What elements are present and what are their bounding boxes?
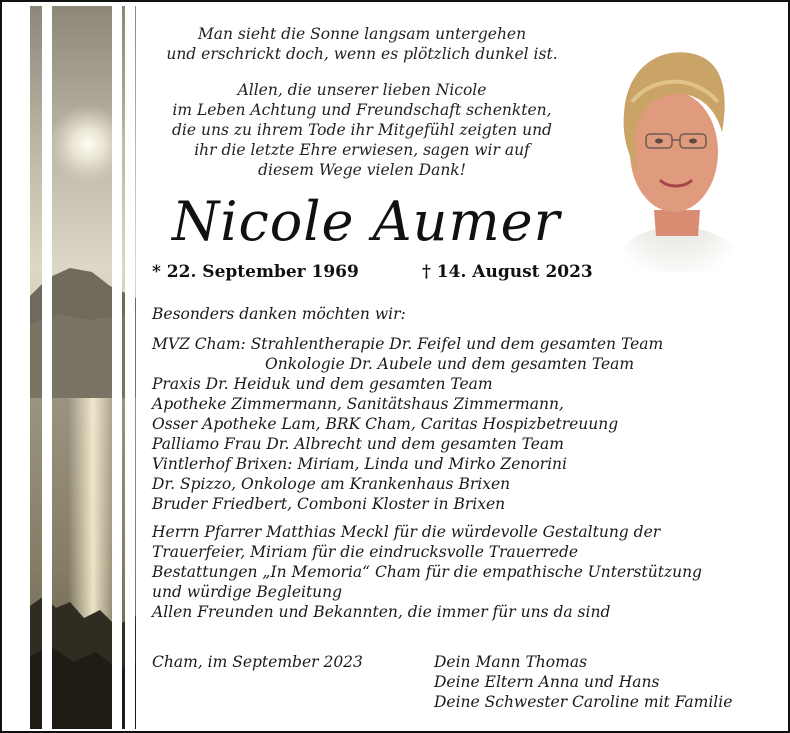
verse-line: diesem Wege vielen Dank! — [258, 161, 466, 179]
thanks-intro: Besonders danken möchten wir: — [152, 305, 406, 323]
list-item: Dr. Spizzo, Onkologe am Krankenhaus Brixen — [152, 475, 511, 493]
place-date: Cham, im September 2023 — [152, 653, 363, 671]
verse-line: Man sieht die Sonne langsam untergehen — [197, 25, 527, 43]
deceased-name: Nicole Aumer — [172, 190, 561, 253]
signature-line: Deine Eltern Anna und Hans — [434, 673, 660, 691]
verse-line: im Leben Achtung und Freundschaft schenkten, — [172, 101, 552, 119]
verse-line: die uns zu ihrem Tode ihr Mitgefühl zeigten und — [172, 121, 552, 139]
signatures — [434, 652, 732, 712]
thanks-paragraph — [152, 522, 702, 622]
thanks-list — [152, 334, 663, 514]
list-item: Osser Apotheke Lam, BRK Cham, Caritas Hospizbetreuung — [152, 415, 619, 433]
paragraph-line: Herrn Pfarrer Matthias Meckl für die würdevolle Gestaltung der — [152, 523, 661, 541]
verse-line: Allen, die unserer lieben Nicole — [237, 81, 487, 99]
verse-stanza-2 — [132, 80, 592, 180]
list-item: MVZ Cham: Strahlentherapie Dr. Feifel und dem gesamten Team — [152, 335, 664, 353]
paragraph-line: Trauerfeier, Miriam für die eindrucksvolle Trauerrede — [152, 543, 579, 561]
portrait-photo — [602, 32, 752, 272]
list-item: Palliamo Frau Dr. Albrecht und dem gesamten Team — [152, 435, 564, 453]
paragraph-line: Allen Freunden und Bekannten, die immer für uns da sind — [152, 603, 611, 621]
death-date: † 14. August 2023 — [422, 262, 593, 282]
signature-line: Deine Schwester Caroline mit Familie — [434, 693, 733, 711]
verse-stanza-1 — [132, 24, 592, 64]
list-item: Apotheke Zimmermann, Sanitätshaus Zimmermann, — [152, 395, 564, 413]
divider-stripe — [112, 2, 122, 731]
paragraph-line: Bestattungen „In Memoria“ Cham für die empathische Unterstützung — [152, 563, 702, 581]
list-item: Onkologie Dr. Aubele und dem gesamten Team — [265, 355, 635, 373]
list-item: Bruder Friedbert, Comboni Kloster in Brixen — [152, 495, 506, 513]
signature-line: Dein Mann Thomas — [434, 653, 588, 671]
verse-line: ihr die letzte Ehre erwiesen, sagen wir auf — [194, 141, 530, 159]
divider-stripe — [42, 2, 52, 731]
list-item: Praxis Dr. Heiduk und dem gesamten Team — [152, 375, 493, 393]
list-item: Vintlerhof Brixen: Miriam, Linda und Mirko Zenorini — [152, 455, 567, 473]
paragraph-line: und würdige Begleitung — [152, 583, 343, 601]
birth-date: * 22. September 1969 — [152, 262, 359, 282]
verse-line: und erschrickt doch, wenn es plötzlich dunkel ist. — [166, 45, 558, 63]
